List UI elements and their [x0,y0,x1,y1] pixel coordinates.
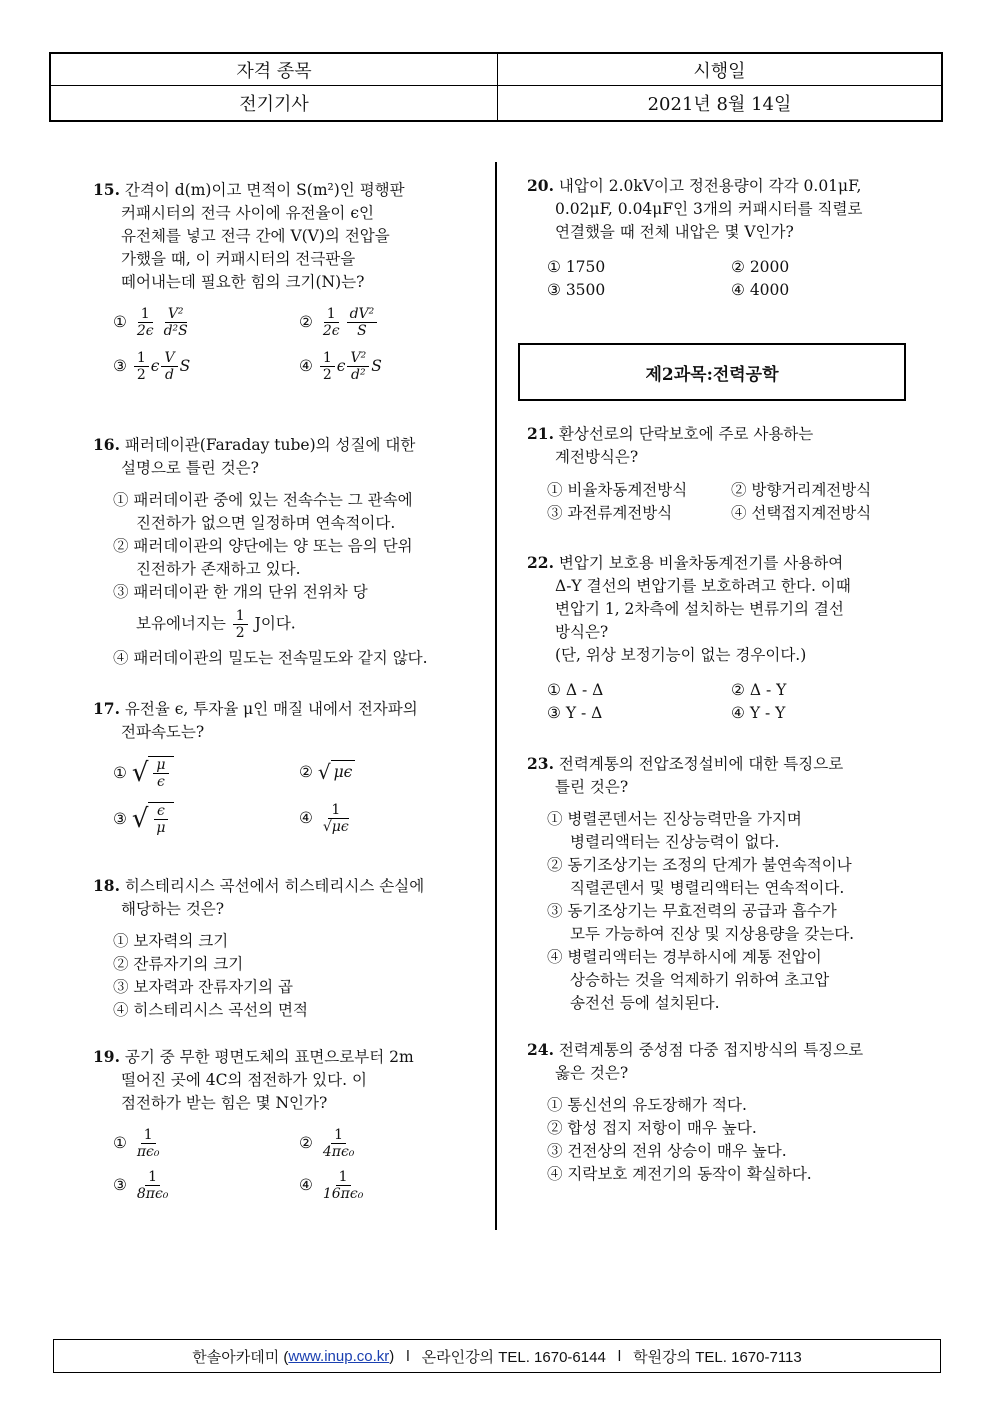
question-16-options [93,489,488,670]
formula-symbol: S [371,357,382,375]
question-15 [93,178,483,396]
question-16 [93,433,488,670]
stem-line: 유전율 ϵ, 투자율 μ인 매질 내에서 전자파의 [124,700,418,718]
option-1[interactable]: ① 통신선의 유도장해가 적다. [547,1096,747,1114]
question-20-options [527,256,917,302]
question-22-options [527,679,917,725]
formula-fraction: $\frac{1}{2\epsilon}$ [136,306,154,339]
option-mark: ② [299,1134,313,1152]
question-24-options [527,1094,927,1186]
stem-line: 틀린 것은? [555,778,629,796]
stem-line: 변압기 1, 2차측에 설치하는 변류기의 결선 [555,600,844,618]
question-number: 16. [93,435,120,454]
stem-line: 떨어진 곳에 4C의 점전하가 있다. 이 [121,1071,367,1089]
formula-fraction: $\frac{1}{2\epsilon}$ [322,306,340,339]
option-mark: ② [299,762,313,781]
stem-line: 해당하는 것은? [121,900,225,918]
column-divider [495,162,497,1230]
option-2[interactable] [299,306,379,339]
question-22 [527,551,917,725]
option-1[interactable]: ① 비율차동계전방식 [547,481,688,499]
option-mark: ③ [113,809,127,828]
question-20 [527,174,917,302]
footer-bar [53,1339,941,1373]
question-number: 19. [93,1047,120,1066]
option-2-cont: 직렬콘덴서 및 병렬리액터는 연속적이다. [570,879,845,897]
stem-line: 점전하가 받는 힘은 몇 N인가? [121,1094,328,1112]
formula-fraction: $\frac{\text{V²}}{\text{d²}}$ [347,350,369,383]
question-21-stem [527,422,917,469]
question-19-stem [93,1045,483,1115]
option-3[interactable]: ③ 3500 [547,281,606,299]
question-number: 17. [93,699,120,718]
question-18-options [93,930,483,1022]
option-mark: ① [113,1134,127,1152]
option-4[interactable] [299,802,354,835]
header-date-value: 2021년 8월 14일 [647,94,792,115]
option-2[interactable]: ② 2000 [731,258,790,276]
stem-line: 전력계통의 전압조정설비에 대한 특징으로 [558,755,844,773]
option-1[interactable] [113,306,193,339]
option-3[interactable]: ③ Y - Δ [547,704,603,722]
footer-separator: l [406,1347,410,1365]
formula-fraction: $\frac{1}{2}$ [134,350,149,383]
option-mark: ③ [113,357,127,375]
question-19-options [93,1127,483,1215]
option-mark: ① [113,313,127,331]
option-1[interactable] [113,756,174,790]
question-15-stem [93,178,483,294]
option-2-cont: 진전하가 존재하고 있다. [136,560,301,578]
sqrt-formula: √ $\frac{\mu}{\epsilon}$ [132,756,174,790]
stem-line: 전파속도는? [121,723,205,741]
question-18-stem [93,874,483,921]
option-1[interactable] [113,1127,165,1160]
question-21-options [527,479,917,525]
stem-line: 떼어내는데 필요한 힘의 크기(N)는? [121,273,365,291]
sqrt-formula: √ $\frac{\epsilon}{\mu}$ [132,802,174,836]
stem-line: 0.02μF, 0.04μF인 3개의 커패시터를 직렬로 [555,200,863,218]
stem-line: 히스테리시스 곡선에서 히스테리시스 손실에 [124,877,425,895]
stem-line: 간격이 d(m)이고 면적이 S(m²)인 평행판 [124,181,405,199]
option-4[interactable]: ④ 4000 [731,281,790,299]
stem-line: 유전체를 넣고 전극 간에 V(V)의 전압을 [121,227,390,245]
footer-online-tel: 온라인강의 TEL. 1670-6144 [421,1348,606,1366]
header-date-label: 시행일 [693,60,746,82]
option-4[interactable]: ④ Y - Y [731,704,786,722]
stem-line: 환상선로의 단락보호에 주로 사용하는 [558,425,814,443]
formula-fraction: $\frac{1}{\text{16πϵ₀}}$ [322,1169,364,1202]
formula-symbol: ϵ [150,357,160,375]
formula-fraction: $\frac{V}{d}$ [161,350,177,383]
formula-fraction: $\frac{1}{2}$ [233,608,248,641]
section-title-box [518,343,906,401]
option-1-cont: 진전하가 없으면 일정하며 연속적이다. [136,514,396,532]
stem-line: 옳은 것은? [555,1064,629,1082]
formula-symbol: S [179,357,191,375]
option-1[interactable]: ① 1750 [547,258,606,276]
option-2[interactable]: ② 합성 접지 저항이 매우 높다. [547,1119,757,1137]
stem-line: 내압이 2.0kV이고 정전용량이 각각 0.01μF, [558,177,862,195]
footer-brand: 한솔아카데미 ( [192,1348,289,1366]
question-number: 21. [527,424,554,443]
question-number: 15. [93,180,120,199]
option-mark: ③ [113,1176,127,1194]
question-number: 22. [527,553,554,572]
formula-symbol: ϵ [336,357,346,375]
stem-line: 공기 중 무한 평면도체의 표면으로부터 2m [124,1048,414,1066]
stem-line: 설명으로 틀린 것은? [121,459,259,477]
option-3[interactable]: ③ 과전류계전방식 [547,504,673,522]
option-4-cont: 송전선 등에 설치된다. [570,994,720,1012]
stem-line: 패러데이관(Faraday tube)의 성질에 대한 [124,436,416,454]
question-16-stem [93,433,488,480]
stem-line: Δ-Y 결선의 변압기를 보호하려고 한다. 이때 [555,577,851,595]
question-21 [527,422,917,525]
question-23-options [527,808,927,1015]
stem-line: 커패시터의 전극 사이에 유전율이 ϵ인 [121,204,374,222]
question-15-options [93,306,483,396]
formula-fraction: $\frac{1}{√\mu\epsilon}$ [322,802,349,835]
option-4[interactable] [299,1169,368,1202]
formula-fraction: $\frac{1}{\text{4πϵ₀}}$ [322,1127,355,1160]
exam-header-table [49,52,943,122]
section-title: 제2과목:전력공학 [645,364,779,385]
header-subject-label: 자격 종목 [236,60,312,82]
question-20-stem [527,174,917,244]
option-1[interactable]: ① 패러데이관 중에 있는 전속수는 그 관속에 [113,491,413,509]
option-mark: ① [113,763,127,782]
option-1-cont: 병렬리액터는 진상능력이 없다. [570,833,780,851]
option-4[interactable]: ④ 병렬리액터는 경부하시에 계통 전압이 [547,948,822,966]
footer-separator: l [617,1347,622,1365]
question-number: 18. [93,876,120,895]
option-mark: ② [299,313,313,331]
option-3[interactable]: ③ 동기조상기는 무효전력의 공급과 흡수가 [547,902,837,920]
option-4[interactable]: ④ 선택접지계전방식 [731,504,872,522]
question-number: 23. [527,754,554,773]
option-3[interactable] [113,802,174,836]
formula-fraction: $\frac{1}{\text{8πϵ₀}}$ [136,1169,169,1202]
option-2[interactable] [299,1127,359,1160]
formula-fraction: $\frac{1}{\text{πϵ₀}}$ [136,1127,160,1160]
question-18 [93,874,483,1022]
question-17 [93,697,483,846]
option-mark: ④ [299,357,313,375]
question-number: 20. [527,176,554,195]
sqrt-formula: √ μϵ [318,760,356,784]
footer-academy-tel: 학원강의 TEL. 1670-7113 [633,1348,802,1366]
stem-line: 전력계통의 중성점 다중 접지방식의 특징으로 [558,1041,864,1059]
formula-fraction: $\frac{1}{2}$ [320,350,335,383]
option-2[interactable]: ② 잔류자기의 크기 [113,955,244,973]
question-23 [527,752,927,1015]
option-3[interactable]: ③ 건전상의 전위 상승이 매우 높다. [547,1142,787,1160]
option-1[interactable]: ① Δ - Δ [547,681,604,699]
stem-line: 방식은? [555,623,609,641]
question-number: 24. [527,1040,554,1059]
option-4[interactable]: ④ 패러데이관의 밀도는 전속밀도와 같지 않다. [113,649,428,667]
question-19 [93,1045,483,1215]
question-24 [527,1038,927,1186]
stem-line: 가했을 때, 이 커패시터의 전극판을 [121,250,356,268]
stem-line: (단, 위상 보정기능이 없는 경우이다.) [555,646,807,664]
option-4[interactable] [299,350,382,383]
question-17-options [93,756,483,846]
option-2[interactable]: ② Δ - Y [731,681,787,699]
option-4[interactable]: ④ 히스테리시스 곡선의 면적 [113,1001,308,1019]
question-23-stem [527,752,927,799]
option-mark: ④ [299,809,313,827]
option-3[interactable]: ③ 보자력과 잔류자기의 곱 [113,978,294,996]
option-3[interactable]: ③ 패러데이관 한 개의 단위 전위차 당 [113,583,368,601]
option-1[interactable]: ① 보자력의 크기 [113,932,229,950]
option-2[interactable]: ② 패러데이관의 양단에는 양 또는 음의 단위 [113,537,413,555]
stem-line: 변압기 보호용 비율차동계전기를 사용하여 [558,554,844,572]
option-4-cont: 상승하는 것을 억제하기 위하여 초고압 [570,971,830,989]
formula-fraction: $\frac{\text{dV²}}{S}$ [347,306,378,339]
question-17-stem [93,697,483,744]
option-2[interactable]: ② 동기조상기는 조정의 단계가 불연속적이나 [547,856,852,874]
option-4[interactable]: ④ 지락보호 계전기의 동작이 확실하다. [547,1165,812,1183]
header-subject-value: 전기기사 [239,94,309,115]
stem-line: 연결했을 때 전체 내압은 몇 V인가? [555,223,794,241]
question-22-stem [527,551,917,667]
footer-brand-end: ) [389,1347,395,1365]
question-24-stem [527,1038,927,1085]
option-3-cont: 모두 가능하여 진상 및 지상용량을 갖는다. [570,925,855,943]
option-3[interactable] [113,1169,173,1202]
option-mark: ④ [299,1176,313,1194]
option-2[interactable]: ② 방향거리계전방식 [731,481,872,499]
option-1[interactable]: ① 병렬콘덴서는 진상능력만을 가지며 [547,810,802,828]
formula-fraction: $\frac{\text{V²}}{\text{d²S}}$ [163,306,188,339]
option-3-cont: 보유에너지는 $\frac{1}{2}$ J이다. [136,608,296,641]
footer-website-link[interactable]: www.inup.co.kr [288,1347,390,1365]
stem-line: 계전방식은? [555,448,639,466]
option-2[interactable] [299,760,355,784]
option-3[interactable] [113,350,190,383]
